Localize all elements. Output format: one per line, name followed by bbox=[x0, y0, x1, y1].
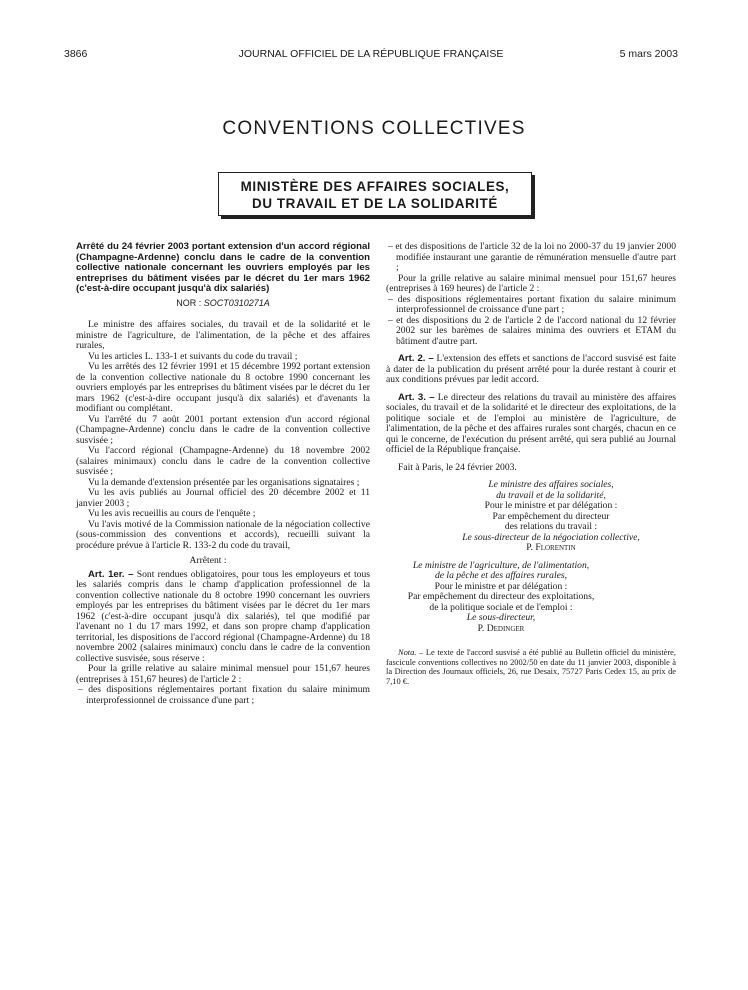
sig1-role-2: du travail et de la solidarité, bbox=[496, 489, 606, 501]
preamble-paragraph: Vu l'accord régional (Champagne-Ardenne) du 18 novembre 2002 (salaires minimaux) conclu dans le cadre de la convention collective susvisée ; bbox=[76, 445, 370, 477]
sig2-empechement-2: de la politique sociale et de l'emploi : bbox=[429, 601, 573, 613]
article-3-text: Le directeur des relations du travail au ministère des affaires sociales, du travail et de la solidarité et le directeur des exploitations, de la politique sociale et de l'emploi au ministère de l'agriculture, de l'alimentation, de la pêche et des affaires rurales sont chargés, chacun en ce qui le concerne, de l'exécution du présent arrêté, qui sera publié au Journal officiel de la République française. bbox=[386, 391, 677, 455]
sig2-role-2: de la pêche et des affaires rurales, bbox=[434, 570, 568, 581]
ministry-box bbox=[218, 172, 532, 216]
article-1-grid-2: Pour la grille relative au salaire minimal mensuel pour 151,67 heures (entreprises à 169 heures) de l'article 2 : bbox=[386, 272, 676, 294]
right-column bbox=[386, 242, 676, 686]
article-1-grid-1: Pour la grille relative au salaire minimal mensuel pour 151,67 heures (entreprises à 151,67 heures) de l'article 2 : bbox=[76, 663, 370, 685]
article-3-label: Art. 3. – bbox=[398, 391, 435, 403]
nota-text: Le texte de l'accord susvisé a été publié au Bulletin officiel du ministère, fascicule conventions collectives no 2002/50 en date du 11 janvier 2003, disponible à la Direction des Journaux officiels, 26, rue Desaix, 75727 Paris Cedex 15, au prix de 7,10 €. bbox=[386, 648, 676, 686]
sig1-empechement-2: des relations du travail : bbox=[504, 521, 598, 532]
preamble-paragraph: Vu les articles L. 133-1 et suivants du code du travail ; bbox=[88, 350, 298, 362]
article-1-label: Art. 1er. – bbox=[88, 568, 134, 580]
nor-reference bbox=[76, 298, 370, 309]
article-2-label: Art. 2. – bbox=[398, 353, 434, 364]
section-title: CONVENTIONS COLLECTIVES bbox=[222, 118, 526, 139]
ministry-line-2: DU TRAVAIL ET DE LA SOLIDARITÉ bbox=[252, 196, 498, 211]
sig1-empechement-1: Par empêchement du directeur bbox=[492, 510, 610, 522]
running-header bbox=[64, 48, 678, 62]
preamble-paragraph: Vu l'avis motivé de la Commission nationale de la négociation collective (sous-commission des conventions et accords), recueilli suivant la procédure prévue à l'article R. 133-2 du code du travail, bbox=[76, 518, 370, 551]
article-1-grid-2-bullet: – des dispositions réglementaires portant fixation du salaire minimum interprofessionnel de croissance d'une part ; bbox=[388, 293, 676, 315]
preamble-paragraph: Le ministre des affaires sociales, du travail et de la solidarité et le ministre de l'agriculture, de l'alimentation, de la pêche et des affaires rurales, bbox=[76, 319, 370, 351]
issue-date: 5 mars 2003 bbox=[619, 48, 678, 60]
article-3 bbox=[386, 393, 676, 456]
signature-block-2 bbox=[386, 561, 676, 635]
preamble-paragraph: Vu les avis publiés au Journal officiel des 20 décembre 2002 et 11 janvier 2003 ; bbox=[76, 487, 370, 509]
page-number: 3866 bbox=[64, 48, 88, 60]
sig1-delegation: Pour le ministre et par délégation : bbox=[484, 500, 618, 511]
signature-block-1 bbox=[386, 480, 676, 554]
arretent-heading: Arrêtent : bbox=[189, 555, 227, 566]
sig2-delegation: Pour le ministre et par délégation : bbox=[434, 580, 568, 592]
sig2-name: P. Dedinger bbox=[477, 622, 525, 634]
nota-label: Nota. – bbox=[398, 648, 424, 657]
decree-title: Arrêté du 24 février 2003 portant extension d'un accord régional (Champagne-Ardenne) conclu dans le cadre de la convention collective nationale concernant les ouvriers employés par les entreprises du bâtiment visées par le décret du 1er mars 1962 (c'est-à-dire occupant jusqu'à dix salariés) bbox=[76, 241, 370, 294]
journal-title: JOURNAL OFFICIEL DE LA RÉPUBLIQUE FRANÇAISE bbox=[238, 48, 504, 60]
article-2-text: L'extension des effets et sanctions de l'accord susvisé est faite à dater de la publication du présent arrêté pour la durée restant à courir et aux conditions prévues par ledit accord. bbox=[386, 353, 676, 385]
article-2 bbox=[386, 354, 676, 386]
signing-place-date: Fait à Paris, le 24 février 2003. bbox=[398, 461, 517, 473]
article-1-text: Sont rendues obligatoires, pour tous les employeurs et tous les salariés compris dans le champ d'application professionnel de la convention collective nationale du 8 octobre 1990 concernant les ouvriers employés par les entreprises du bâtiment visées par le décret du 1er mars 1962 (c'est-à-dire occupant jusqu'à dix salariés), tel que modifié par l'avenant no 1 du 17 mars 1992, et dans son propre champ d'application territorial, les dispositions de l'accord régional (Champagne-Ardenne) du 18 novembre 2002 (salaires minimaux) conclu dans le cadre de la convention collective susvisée, sous réserve : bbox=[76, 568, 370, 664]
preamble-paragraph: Vu la demande d'extension présentée par les organisations signataires ; bbox=[88, 476, 360, 488]
sig2-role-1: Le ministre de l'agriculture, de l'alimentation, bbox=[412, 559, 590, 571]
article-1 bbox=[76, 570, 370, 665]
nor-value: SOCT0310271A bbox=[203, 297, 270, 308]
preamble-paragraph: Vu l'arrêté du 7 août 2001 portant extension d'un accord régional (Champagne-Ardenne) conclu dans le cadre de la convention collective susvisée ; bbox=[76, 413, 370, 446]
article-1-grid-2-bullet: – et des dispositions du 2 de l'article 2 de l'accord national du 12 février 2002 sur les barèmes de salaires minima des ouvriers et ETAM du bâtiment d'autre part. bbox=[388, 314, 676, 347]
article-1-grid-1-bullet: – et des dispositions de l'article 32 de la loi no 2000-37 du 19 janvier 2000 modifiée instaurant une garantie de rémunération mensuelle d'autre part ; bbox=[388, 241, 676, 273]
article-1-grid-1-bullet: – des dispositions réglementaires portant fixation du salaire minimum interprofessionnel de croissance d'une part ; bbox=[78, 684, 370, 706]
sig1-title: Le sous-directeur de la négociation collective, bbox=[462, 531, 640, 543]
nor-label: NOR : bbox=[176, 297, 202, 308]
sig1-name: P. Florentin bbox=[526, 542, 576, 553]
preamble-paragraph: Vu les avis recueillis au cours de l'enquête ; bbox=[88, 508, 256, 519]
sig2-title: Le sous-directeur, bbox=[466, 612, 536, 623]
ministry-line-1: MINISTÈRE DES AFFAIRES SOCIALES, bbox=[240, 179, 510, 194]
sig2-empechement-1: Par empêchement du directeur des exploitations, bbox=[407, 591, 595, 602]
nota-note bbox=[386, 648, 676, 686]
sig1-role-1: Le ministre des affaires sociales, bbox=[488, 479, 614, 490]
preamble-paragraph: Vu les arrêtés des 12 février 1991 et 15 décembre 1992 portant extension de la convention collective nationale du 8 octobre 1990 concernant les ouvriers employés par les entreprises du bâtiment visées par le décret du 1er mars 1962 (c'est-à-dire occupant jusqu'à dix salariés) et d'avenants la modifiant ou complétant. bbox=[76, 361, 370, 414]
left-column bbox=[76, 242, 370, 706]
